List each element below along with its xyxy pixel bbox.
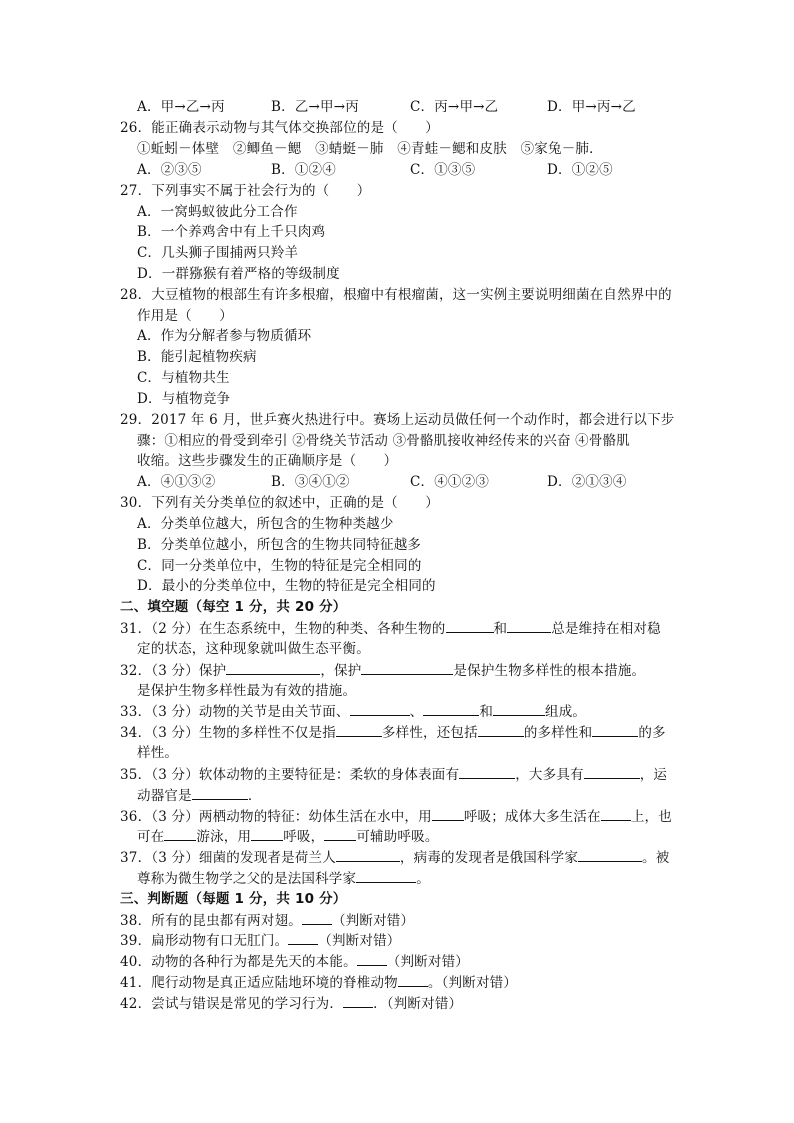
q26-stem: 26．能正确表示动物与其气体交换部位的是（ ）	[120, 120, 439, 136]
option-c: C．①③⑤	[410, 162, 476, 178]
answer-blank[interactable]	[251, 826, 283, 841]
q37-line1: 37．（3 分）细菌的发现者是荷兰人 ，病毒的发现者是俄国科学家 。被	[120, 847, 682, 868]
answer-blank[interactable]	[336, 722, 382, 737]
q28-option-c: C．与植物共生	[137, 370, 230, 386]
q34-line1: 34．（3 分）生物的多样性不仅是指 多样性，还包括 的多样性和 的多	[120, 722, 682, 743]
q27-stem: 27．下列事实不属于社会行为的（ ）	[120, 183, 371, 199]
q27-option-c: C．几头狮子围捕两只羚羊	[137, 245, 299, 261]
q27-option-a: A．一窝蚂蚁彼此分工合作	[137, 204, 298, 220]
q32-line2: 是保护生物多样性最为有效的措施。	[137, 683, 357, 699]
q29-stem-line2: 骤：①相应的骨受到牵引 ②骨绕关节活动 ③骨骼肌接收神经传来的兴奋 ④骨骼肌	[137, 433, 630, 449]
option-d: D．甲→丙→乙	[547, 99, 636, 115]
q37-line2: 尊称为微生物学之父的是法国科学家 。	[137, 868, 682, 889]
answer-blank[interactable]	[192, 785, 248, 800]
answer-blank[interactable]	[446, 618, 494, 633]
q36-line1: 36．（3 分）两栖动物的特征：幼体生活在水中，用 呼吸；成体大多生活在 上，也	[120, 806, 682, 827]
q33-line1: 33．（3 分）动物的关节是由关节面、 、 和 组成。	[120, 701, 682, 722]
q35-line2: 动器官是 ．	[137, 785, 682, 806]
option-b: B．乙→甲→丙	[271, 99, 359, 115]
answer-blank[interactable]	[578, 847, 642, 862]
section-fill-in-heading: 二、填空题（每空 1 分，共 20 分）	[120, 599, 347, 615]
option-b: B．①②④	[271, 162, 336, 178]
q29-stem-line1: 29．2017 年 6 月，世乒赛火热进行中。赛场上运动员做任何一个动作时，都会进行以下步	[120, 412, 675, 428]
answer-blank[interactable]	[432, 806, 464, 821]
option-c: C．丙→甲→乙	[410, 99, 499, 115]
q35-line1: 35．（3 分）软体动物的主要特征是：柔软的身体表面有 ，大多具有 ，运	[120, 764, 682, 785]
q36-line2: 可在 游泳，用 呼吸， 可辅助呼吸。	[137, 826, 682, 847]
answer-blank[interactable]	[592, 722, 638, 737]
answer-blank[interactable]	[356, 868, 416, 883]
q40-line: 40．动物的各种行为都是先天的本能。 （判断对错）	[120, 951, 682, 972]
answer-blank[interactable]	[601, 806, 631, 821]
q34-line2: 样性。	[137, 745, 179, 761]
q27-option-d: D．一群猕猴有着严格的等级制度	[137, 266, 340, 282]
q28-stem-line2: 作用是（ ）	[137, 308, 233, 324]
q28-stem-line1: 28．大豆植物的根部生有许多根瘤，根瘤中有根瘤菌，这一实例主要说明细菌在自然界中的	[120, 287, 672, 303]
answer-blank[interactable]	[164, 826, 196, 841]
q28-option-b: B．能引起植物疾病	[137, 349, 257, 365]
q41-line: 41．爬行动物是真正适应陆地环境的脊椎动物 。（判断对错）	[120, 972, 682, 993]
q42-line: 42．尝试与错误是常见的学习行为． ．（判断对错）	[120, 993, 682, 1014]
q29-stem-line3: 收缩。这些步骤发生的正确顺序是（ ）	[137, 453, 398, 469]
option-d: D．②①③④	[547, 474, 627, 490]
answer-blank[interactable]	[336, 847, 400, 862]
option-a: A．甲→乙→丙	[137, 99, 225, 115]
answer-blank[interactable]	[584, 764, 640, 779]
answer-blank[interactable]	[350, 701, 410, 716]
q30-option-c: C．同一分类单位中，生物的特征是完全相同的	[137, 558, 422, 574]
answer-blank[interactable]	[493, 701, 545, 716]
q30-option-a: A．分类单位越大，所包含的生物种类越少	[137, 516, 394, 532]
q26-items: ①蚯蚓－体壁 ②鲫鱼－鳃 ③蜻蜓－肺 ④青蛙－鳃和皮肤 ⑤家兔－肺．	[137, 141, 603, 157]
q31-line1: 31．（2 分）在生态系统中，生物的种类、各种生物的 和 总是维持在相对稳	[120, 618, 682, 639]
answer-blank[interactable]	[324, 826, 356, 841]
answer-blank[interactable]	[357, 951, 387, 966]
q30-stem: 30．下列有关分类单位的叙述中，正确的是（ ）	[120, 495, 439, 511]
answer-blank[interactable]	[226, 660, 320, 675]
q28-option-d: D．与植物竞争	[137, 391, 231, 407]
q30-option-b: B．分类单位越小，所包含的生物共同特征越多	[137, 537, 422, 553]
q31-line2: 定的状态，这种现象就叫做生态平衡。	[137, 641, 370, 657]
option-a: A．④①③②	[137, 474, 216, 490]
answer-blank[interactable]	[343, 993, 373, 1008]
answer-blank[interactable]	[398, 972, 428, 987]
answer-blank[interactable]	[478, 722, 524, 737]
section-true-false-heading: 三、判断题（每题 1 分，共 10 分）	[120, 891, 347, 907]
q38-line: 38．所有的昆虫都有两对翅。 （判断对错）	[120, 910, 682, 931]
answer-blank[interactable]	[423, 701, 479, 716]
answer-blank[interactable]	[288, 930, 318, 945]
q30-option-d: D．最小的分类单位中，生物的特征是完全相同的	[137, 578, 436, 594]
answer-blank[interactable]	[361, 660, 453, 675]
q32-line1: 32．（3 分）保护 ，保护 是保护生物多样性的根本措施。	[120, 660, 682, 681]
option-c: C．④①②③	[410, 474, 490, 490]
q27-option-b: B．一个养鸡舍中有上千只肉鸡	[137, 224, 326, 240]
q39-line: 39．扁形动物有口无肛门。 （判断对错）	[120, 930, 682, 951]
option-a: A．②③⑤	[137, 162, 202, 178]
option-b: B．③④①②	[271, 474, 350, 490]
answer-blank[interactable]	[459, 764, 515, 779]
answer-blank[interactable]	[302, 910, 332, 925]
answer-blank[interactable]	[507, 618, 551, 633]
q28-option-a: A．作为分解者参与物质循环	[137, 328, 312, 344]
option-d: D．①②⑤	[547, 162, 613, 178]
